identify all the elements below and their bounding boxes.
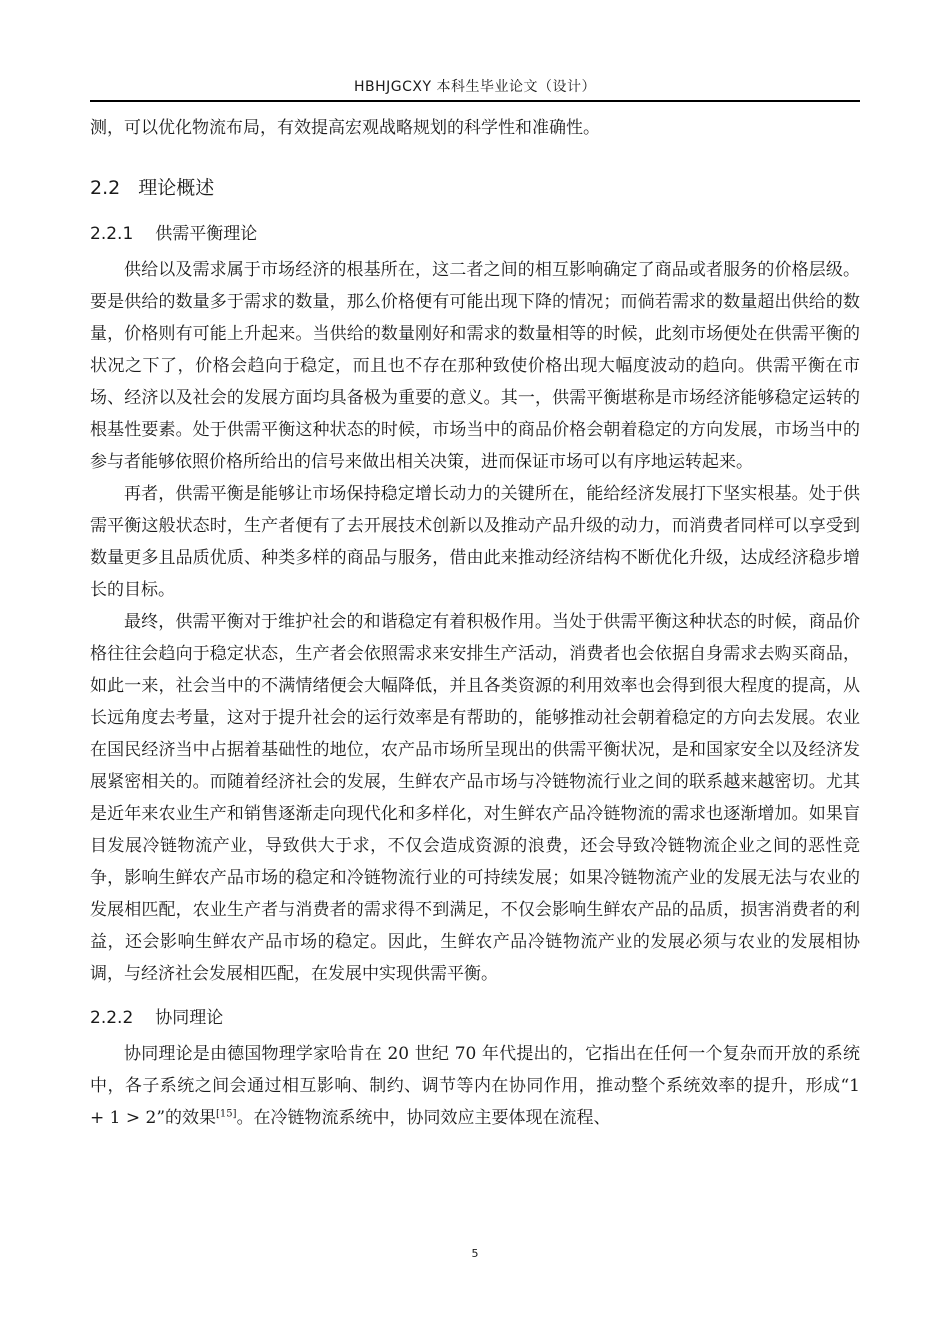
section-title: 供需平衡理论 [155, 224, 258, 244]
paragraph-supply-demand-3: 最终，供需平衡对于维护社会的和谐稳定有着积极作用。当处于供需平衡这种状态的时候，商品价格往往会趋向于稳定状态，生产者会依照需求来安排生产活动，消费者也会依据自身需求去购买商品，如此一来，社会当中的不满情绪便会大幅降低，并且各类资源的利用效率也会得到很大程度的提高，从长远角度去考量，这对于提升社会的运行效率是有帮助的，能够推动社会朝着稳定的方向去发展。农业在国民经济当中占据着基础性的地位，农产品市场所呈现出的供需平衡状况，是和国家安全以及经济发展紧密相关的。而随着经济社会的发展，生鲜农产品市场与冷链物流行业之间的联系越来越密切。尤其是近年来农业生产和销售逐渐走向现代化和多样化，对生鲜农产品冷链物流的需求也逐渐增加。如果盲目发展冷链物流产业，导致供大于求，不仅会造成资源的浪费，还会导致冷链物流企业之间的恶性竞争，影响生鲜农产品市场的稳定和冷链物流行业的可持续发展；如果冷链物流产业的发展无法与农业的发展相匹配，农业生产者与消费者的需求得不到满足，不仅会影响生鲜农产品的品质，损害消费者的利益，还会影响生鲜农产品市场的稳定。因此，生鲜农产品冷链物流产业的发展必须与农业的发展相协调，与经济社会发展相匹配，在发展中实现供需平衡。 [90, 612, 860, 984]
section-title: 协同理论 [155, 1008, 224, 1028]
section-heading-2-2-1 [90, 218, 860, 250]
section-heading-2-2 [90, 170, 860, 206]
paragraph-text: 。在冷链物流系统中，协同效应主要体现在流程、 [236, 1108, 611, 1128]
section-heading-2-2-2 [90, 1002, 860, 1034]
section-title: 理论概述 [138, 177, 215, 199]
paragraph-synergy-1 [90, 1038, 860, 1134]
section-number: 2.2 [90, 177, 121, 199]
section-number: 2.2.2 [90, 1008, 134, 1028]
citation-ref: [15] [216, 1108, 237, 1120]
page-number: 5 [471, 1247, 479, 1260]
header-divider [90, 100, 860, 102]
page-body [90, 112, 860, 1134]
paragraph-supply-demand-1: 供给以及需求属于市场经济的根基所在，这二者之间的相互影响确定了商品或者服务的价格层级。要是供给的数量多于需求的数量，那么价格便有可能出现下降的情况；而倘若需求的数量超出供给的数量，价格则有可能上升起来。当供给的数量刚好和需求的数量相等的时候，此刻市场便处在供需平衡的状况之下了，价格会趋向于稳定，而且也不存在那种致使价格出现大幅度波动的趋向。供需平衡在市场、经济以及社会的发展方面均具备极为重要的意义。其一，供需平衡堪称是市场经济能够稳定运转的根基性要素。处于供需平衡这种状态的时候，市场当中的商品价格会朝着稳定的方向发展，市场当中的参与者能够依照价格所给出的信号来做出相关决策，进而保证市场可以有序地运转起来。 [90, 260, 860, 472]
section-number: 2.2.1 [90, 224, 134, 244]
running-header: HBHJGCXY 本科生毕业论文（设计） [353, 79, 596, 95]
paragraph-intro-tail: 测，可以优化物流布局，有效提高宏观战略规划的科学性和准确性。 [90, 118, 600, 138]
paragraph-supply-demand-2: 再者，供需平衡是能够让市场保持稳定增长动力的关键所在，能给经济发展打下坚实根基。处于供需平衡这般状态时，生产者便有了去开展技术创新以及推动产品升级的动力，而消费者同样可以享受到数量更多且品质优质、种类多样的商品与服务，借由此来推动经济结构不断优化升级，达成经济稳步增长的目标。 [90, 484, 860, 600]
paragraph-text: 协同理论是由德国物理学家哈肯在 20 世纪 70 年代提出的，它指出在任何一个复杂而开放的系统中，各子系统之间会通过相互影响、制约、调节等内在协同作用，推动整个系统效率的提升，形成“1 + 1 > 2”的效果 [90, 1044, 860, 1128]
